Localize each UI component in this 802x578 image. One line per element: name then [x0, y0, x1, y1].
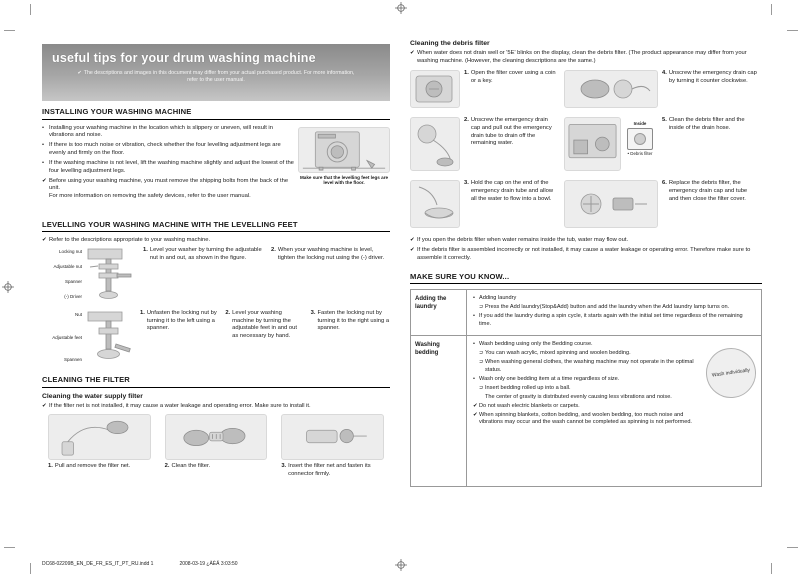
diagram-label: Locking nut [58, 249, 82, 255]
diagram-label: Adjustable nut [53, 264, 82, 270]
inside-detail [624, 117, 656, 171]
debris-filter-detail-illustration [627, 128, 653, 150]
debris-step [464, 117, 558, 171]
clean-filter-illustration [165, 414, 268, 460]
step-text: Unscrew the emergency drain cap and pull out the emergency drain tube to drain off the remaining water. [470, 117, 552, 147]
debris-filter-label: • Debris filter [627, 150, 653, 156]
wash-individually-badge [703, 345, 759, 401]
bullet-line [42, 160, 294, 175]
debris-step [464, 70, 558, 108]
debris-filter-heading: Cleaning the debris filter [410, 40, 490, 47]
step-text: Unscrew the emergency drain cap by turning it counter clockwise. [668, 70, 757, 84]
line-text: The center of gravity is distributed evenly causing less vibrations and noise. [485, 393, 672, 400]
table-row [411, 290, 761, 335]
table-row [411, 335, 761, 486]
title-banner [42, 44, 390, 101]
diagram-labels [42, 247, 82, 303]
step-text: Fasten the locking nut by turning it to the right using a spanner. [317, 310, 390, 332]
crop-mark [787, 547, 798, 548]
step-number: 6. [662, 180, 667, 187]
levelling-check-note [42, 237, 390, 245]
step-text: Replace the debris filter, the emergency drain cap and tube and then close the filter cover. [668, 180, 748, 202]
section-make-sure-heading: MAKE SURE YOU KNOW... [410, 272, 762, 285]
bullet-line [42, 125, 294, 140]
step-text: Hold the cap on the end of the emergency drain tube and allow all the water to flow into a bowl. [470, 180, 554, 202]
right-column [410, 40, 762, 487]
replace-debris-filter-illustration [564, 180, 658, 228]
content-line [473, 304, 755, 311]
diagram-labels [42, 310, 82, 366]
check-note [410, 237, 762, 245]
step-text: Open the filter cover using a coin or a key. [470, 70, 556, 84]
step-number: 1. [464, 70, 469, 77]
filter-step-3 [281, 414, 384, 478]
levelling-row-2 [42, 310, 390, 366]
line-text: You can wash acrylic, mixed spinning and woolen bedding. [485, 350, 631, 356]
subset-icon: ⊃ [479, 384, 484, 391]
bullet-icon: • [473, 340, 475, 347]
bullet-line [42, 142, 294, 157]
line-text: When spinning blankets, cotton bedding, and woolen bedding, too much noise and vibrations may occur and the wash cannot be completed as spinning is not performed. [479, 411, 692, 426]
banner-note-text: The descriptions and images in this document may differ from your actual purchased product. For more information, refer to the user manual. [83, 70, 355, 84]
check-note-text: If the filter net is not installed, it may cause a water leakage and operating error. Make sure to install it. [49, 402, 311, 409]
step-number: 3. [464, 180, 469, 187]
left-column [42, 44, 390, 479]
check-icon: ✔ [410, 50, 415, 56]
diagram-label: (-) Driver [64, 294, 82, 300]
step-number: 3. [310, 310, 316, 317]
bullet-text: If there is too much noise or vibration, check whether the four levelling adjustment legs are evenly and firmly on the floor. [49, 142, 281, 156]
step-text: Insert the filter net and fasten its connector firmly. [288, 463, 371, 477]
step-number: 1. [140, 310, 145, 317]
content-line [473, 350, 699, 357]
crop-mark [4, 30, 15, 31]
subset-icon: ⊃ [479, 304, 484, 311]
check-icon: ✔ [42, 177, 47, 184]
step-text: Level your washing machine by turning the adjustable feet in and out as necessary by hand. [232, 310, 297, 340]
filter-step-caption [48, 463, 151, 471]
water-supply-filter-subheading: Cleaning the water supply filter [42, 392, 143, 400]
step-text: When your washing machine is level, tighten the locking nut using the (-) driver. [277, 247, 385, 261]
step-text: Level your washer by turning the adjustable nut in and out, as shown in the figure. [149, 247, 262, 261]
step-number: 4. [662, 70, 667, 77]
content-line [473, 313, 755, 328]
line-text: Press the Add laundry(Stop&Add) button and add the laundry when the Add laundry lamp turns on. [485, 304, 730, 311]
levelling-step [225, 310, 304, 366]
section-cleaning-filter-heading: CLEANING THE FILTER [42, 375, 390, 388]
section-installing-heading: INSTALLING YOUR WASHING MACHINE [42, 107, 390, 120]
make-sure-table [410, 289, 762, 487]
bullet-icon: • [42, 142, 45, 149]
content-line [473, 341, 699, 348]
debris-check-note [410, 50, 762, 65]
pull-drain-tube-illustration [410, 117, 460, 171]
check-note-text: If you open the debris filter when water remains inside the tub, water may flow out. [417, 237, 629, 244]
debris-notes [410, 237, 762, 262]
levelling-step [311, 310, 390, 366]
bullet-text: If the washing machine is not level, lift the washing machine slightly and adjust the lowest of the four levelling adjustment legs. [49, 160, 294, 174]
debris-step [662, 117, 758, 171]
line-text: If you add the laundry during a spin cycle, it starts again with the initial set time regardless of the remaining time. [479, 313, 743, 327]
registration-mark-top-icon [395, 2, 407, 14]
installing-text [42, 125, 294, 201]
print-footer [42, 561, 238, 567]
levelling-step [140, 310, 219, 366]
levelling-foot-illustration [84, 310, 134, 366]
filter-check-note [42, 403, 390, 411]
bullet-icon: • [42, 124, 45, 131]
clean-debris-filter-cell [564, 117, 656, 171]
step-text: Unfasten the locking nut by turning it to the left using a spanner. [146, 310, 217, 332]
content-line [473, 359, 699, 374]
bullet-icon: • [473, 295, 475, 302]
filter-step-caption [281, 463, 384, 478]
content-line [473, 394, 699, 401]
filter-step-1 [48, 414, 151, 478]
footer-timestamp: 2008-03-19 ¿ÀÈÄ 3:03:50 [179, 561, 238, 567]
levelling-step [271, 247, 390, 303]
bullet-icon: • [473, 313, 475, 320]
footer-file-name: DC68-02209B_EN_DE_FR_ES_IT_PT_RU.indd 1 [42, 561, 154, 567]
section-levelling-heading: LEVELLING YOUR WASHING MACHINE WITH THE LEVELLING FEET [42, 220, 390, 233]
step-text: Pull and remove the filter net. [54, 463, 131, 470]
debris-step [464, 180, 558, 228]
levelling-diagram-2 [42, 310, 134, 366]
levelling-diagram-1 [42, 247, 134, 303]
bullet-text: Installing your washing machine in the location which is slippery or uneven, will result in vibrations and noise. [49, 124, 273, 139]
line-text: Wash bedding using only the Bedding course. [479, 340, 593, 347]
installing-figure-caption: Make sure that the levelling feet legs are level with the floor. [299, 174, 389, 186]
levelling-step [143, 247, 262, 303]
crop-mark [771, 4, 772, 15]
check-note-text: Refer to the descriptions appropriate to your washing machine. [49, 237, 211, 243]
crop-mark [4, 547, 15, 548]
step-number: 2. [464, 117, 469, 124]
check-icon: ✔ [473, 402, 478, 409]
diagram-label: Adjustable feet [52, 334, 82, 340]
installing-figure [298, 127, 390, 187]
step-number: 3. [281, 463, 287, 470]
page-title: useful tips for your drum washing machine [52, 51, 316, 65]
check-note [42, 178, 294, 201]
content-line [473, 412, 699, 427]
content-line [473, 376, 699, 383]
check-note [410, 247, 762, 262]
bullet-icon: • [42, 160, 45, 167]
debris-step [662, 70, 758, 108]
unscrew-drain-cap-illustration [564, 70, 658, 108]
check-note-text: If the debris filter is assembled incorrectly or not installed, it may cause a water leakage or operating error. Therefore make sure to assemble it correctly. [417, 247, 751, 262]
levelling-row-1 [42, 247, 390, 303]
step-number: 2. [271, 247, 276, 254]
registration-mark-bottom-icon [395, 559, 407, 571]
row-content [467, 336, 761, 486]
content-line [473, 403, 699, 410]
step-number: 1. [143, 247, 148, 254]
crop-mark [30, 563, 31, 574]
clean-debris-filter-illustration [564, 117, 621, 171]
banner-note [75, 70, 357, 85]
step-number: 2. [164, 463, 170, 470]
crop-mark [30, 4, 31, 15]
check-icon: ✔ [473, 411, 478, 418]
line-text: Do not wash electric blankets or carpets. [479, 402, 580, 409]
badge-text: Wash individually [711, 367, 751, 379]
step-text: Clean the filter. [171, 463, 211, 470]
filter-step-2 [165, 414, 268, 478]
check-icon: ✔ [410, 247, 415, 254]
crop-mark [771, 563, 772, 574]
check-icon: ✔ [77, 70, 82, 76]
levelling-leg-illustration [84, 247, 134, 303]
line-text: Adding laundry [479, 295, 517, 302]
content-line [473, 295, 755, 302]
step-text: Clean the debris filter and the inside of the drain hose. [668, 117, 745, 131]
insert-filter-net-illustration [281, 414, 384, 460]
row-label: Adding the laundry [411, 290, 467, 335]
bullet-icon: • [473, 375, 475, 382]
line-text: When washing general clothes, the washing machine may not operate in the optimal status. [485, 359, 694, 373]
diagram-label: Nut [74, 312, 82, 318]
line-text: Insert bedding rolled up into a ball. [485, 384, 571, 391]
installing-section [42, 125, 390, 211]
filter-steps-row [42, 414, 390, 478]
line-text: Wash only one bedding item at a time regardless of size. [479, 375, 620, 382]
debris-steps-grid [410, 70, 762, 228]
check-icon: ✔ [410, 237, 415, 244]
check-icon: ✔ [42, 237, 47, 243]
drain-into-bowl-illustration [410, 180, 460, 228]
subset-icon: ⊃ [479, 350, 484, 356]
step-number: 1. [48, 463, 53, 470]
registration-mark-left-icon [2, 281, 14, 293]
crop-mark [787, 30, 798, 31]
row-label: Washing bedding [411, 336, 467, 486]
diagram-label: Spannen [63, 357, 82, 363]
open-filter-cover-illustration [410, 70, 460, 108]
subset-icon: ⊃ [479, 359, 484, 366]
washing-machine-illustration [298, 127, 390, 173]
filter-step-caption [165, 463, 268, 471]
step-number: 5. [662, 117, 667, 124]
diagram-label: Spanner [64, 279, 82, 285]
content-line [473, 385, 699, 392]
pull-filter-net-illustration [48, 414, 151, 460]
inside-label: Inside [633, 121, 647, 127]
step-number: 2. [225, 310, 231, 317]
check-note-text: Before using your washing machine, you must remove the shipping bolts from the back of the unit. For more information on removing the safety devices, refer to the user manual. [49, 177, 289, 200]
debris-step [662, 180, 758, 228]
check-note-text: When water does not drain well or '5E' blinks on the display, clean the debris filter. (The product appearance may differ from your washing machine. (However, the cleaning descriptions are the same.) [417, 50, 747, 64]
row-content [467, 290, 761, 335]
check-icon: ✔ [42, 402, 47, 409]
